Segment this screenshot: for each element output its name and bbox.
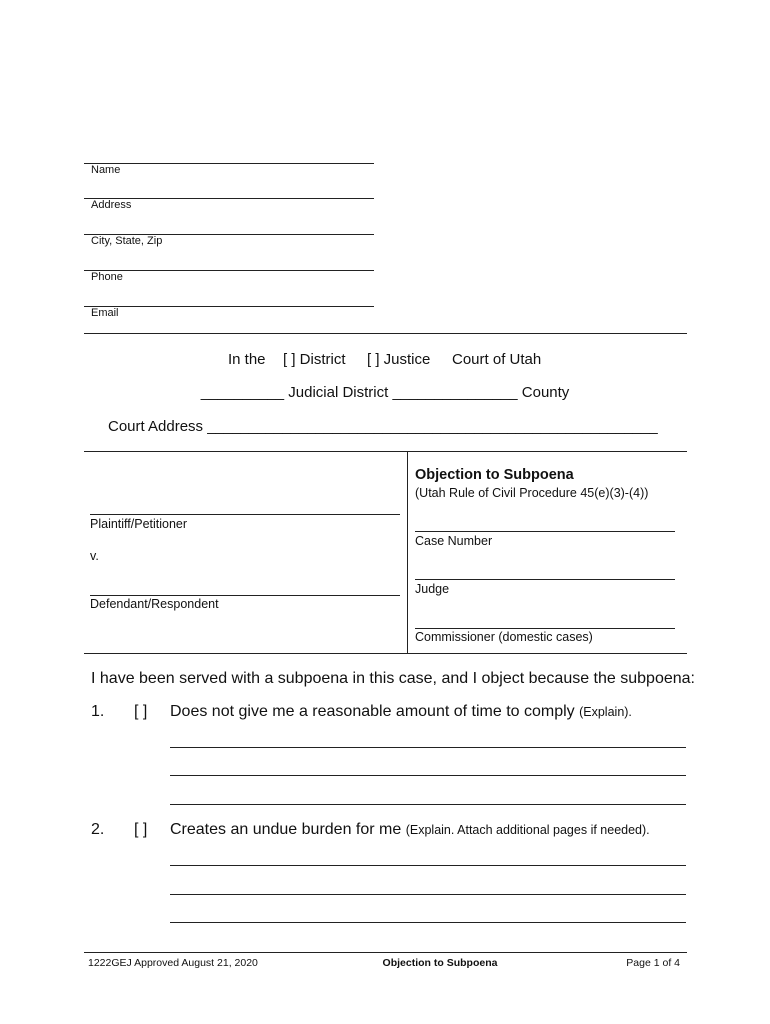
judge-line[interactable] [415,579,675,580]
footer-title: Objection to Subpoena [382,957,498,969]
justice-checkbox[interactable]: [ ] Justice [367,351,431,368]
item-1-text [170,703,632,721]
footer-rule [84,952,687,953]
intro-statement: I have been served with a subpoena in this case, and I object because the subpoena: [91,670,695,687]
item-2-explain-line-2[interactable] [170,894,686,895]
name-label: Name [91,164,121,176]
email-line[interactable] [84,306,374,307]
form-title: Objection to Subpoena [415,467,574,483]
phone-line[interactable] [84,270,374,271]
versus-label: v. [90,549,99,563]
caption-divider [407,452,408,653]
city-state-zip-label: City, State, Zip [91,235,163,247]
item-2-note: (Explain. Attach additional pages if needed). [405,823,650,837]
item-1-explain-line-1[interactable] [170,747,686,748]
plaintiff-line[interactable] [90,514,400,515]
court-header-top-rule [84,333,687,334]
judge-label: Judge [415,582,450,596]
item-2-explain-line-3[interactable] [170,922,686,923]
commissioner-label: Commissioner (domestic cases) [415,630,593,644]
item-1-note: (Explain). [579,705,632,719]
case-number-line[interactable] [415,531,675,532]
item-2-explain-line-1[interactable] [170,865,686,866]
court-of-utah-label: Court of Utah [452,351,542,368]
address-label: Address [91,199,132,211]
rule-citation: (Utah Rule of Civil Procedure 45(e)(3)-(4)) [415,486,649,500]
plaintiff-label: Plaintiff/Petitioner [90,517,188,531]
phone-label: Phone [91,271,123,283]
commissioner-line[interactable] [415,628,675,629]
item-2-text [170,821,650,839]
item-1-label: Does not give me a reasonable amount of time to comply [170,703,575,720]
footer-form-id: 1222GEJ Approved August 21, 2020 [88,957,258,969]
item-1-explain-line-2[interactable] [170,775,686,776]
item-1-explain-line-3[interactable] [170,804,686,805]
item-1-checkbox[interactable]: [ ] [134,703,148,720]
caption-top-rule [84,451,687,452]
footer-page-number: Page 1 of 4 [626,957,680,969]
district-checkbox[interactable]: [ ] District [283,351,346,368]
in-the-label: In the [228,351,266,368]
item-2-checkbox[interactable]: [ ] [134,821,148,838]
caption-bottom-rule [84,653,687,654]
court-address-line[interactable]: Court Address ______________________________________________________ [108,418,658,435]
defendant-label: Defendant/Respondent [90,597,219,611]
defendant-line[interactable] [90,595,400,596]
name-line[interactable] [84,163,374,164]
item-2-label: Creates an undue burden for me [170,821,402,838]
item-1-number: 1. [91,703,105,720]
item-2-number: 2. [91,821,105,838]
email-label: Email [91,307,119,319]
case-number-label: Case Number [415,534,493,548]
judicial-district-line[interactable]: __________ Judicial District _______________ County [200,384,570,401]
